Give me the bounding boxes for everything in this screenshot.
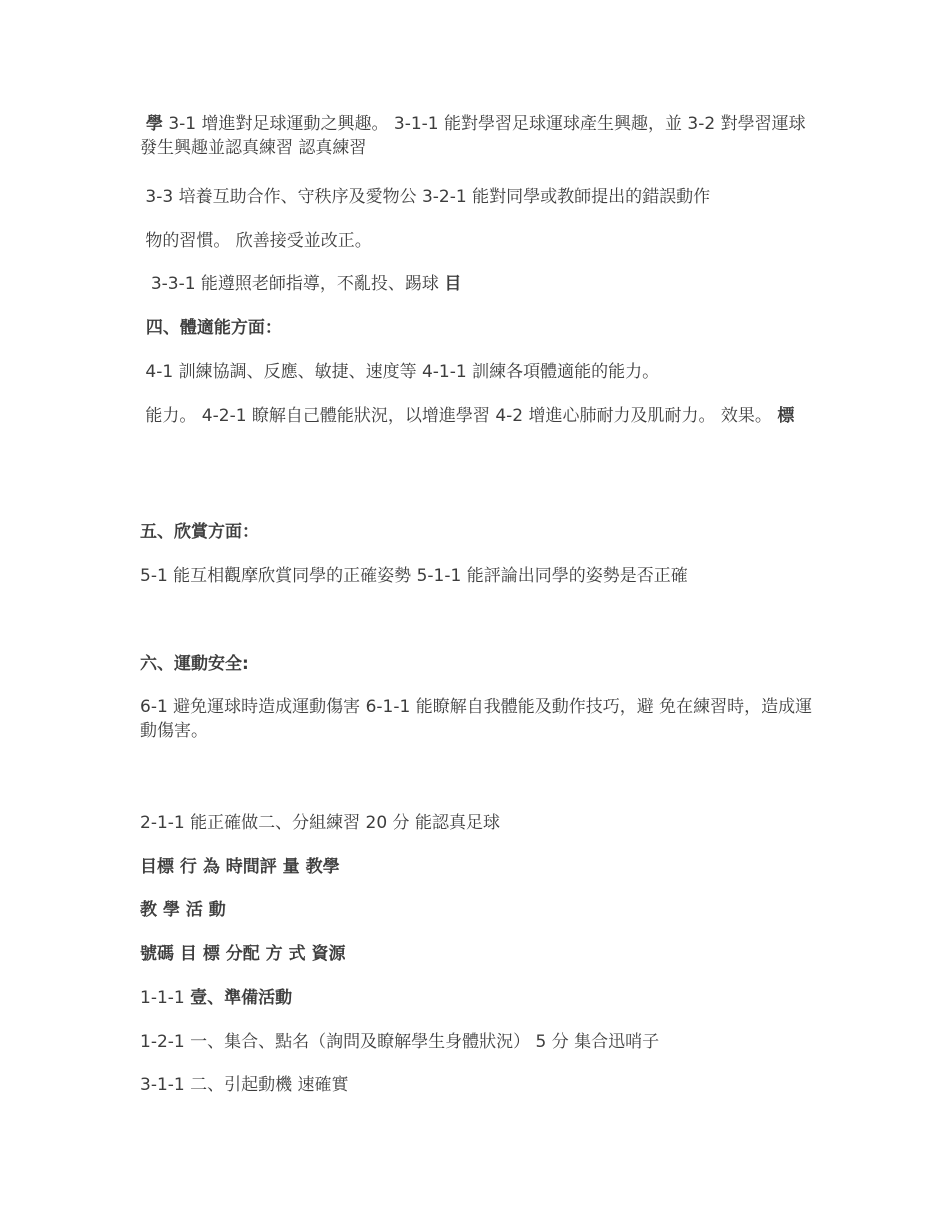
paragraph-4-2-text: 能力。 4-2-1 瞭解自己體能狀況，以增進學習 4-2 增進心肺耐力及肌耐力。 效果。	[140, 406, 778, 426]
paragraph-4-2	[140, 404, 820, 428]
paragraph-2-1-1: 2-1-1 能正確做二、分組練習 20 分 能認真足球	[140, 813, 500, 833]
table-row-code: 1-1-1	[140, 988, 191, 1008]
heading-safety: 六、運動安全:	[140, 654, 249, 674]
table-header-row-2: 教 學 活 動	[140, 900, 226, 920]
paragraph-3-3-cont: 物的習慣。 欣善接受並改正。	[140, 231, 372, 251]
heading-fitness: 四、體適能方面：	[140, 318, 282, 338]
heading-appreciation: 五、欣賞方面：	[140, 522, 259, 542]
table-header-row-3: 號碼 目 標 分配 方 式 資源	[140, 944, 346, 964]
paragraph-3-1-text: 3-1 增進對足球運動之興趣。 3-1-1 能對學習足球運球產生興趣，並 3-2 對學習運球發生興趣並認真練習 認真練習	[140, 114, 806, 158]
paragraph-3-1-lead: 學	[140, 114, 163, 134]
table-header-row-1: 目標 行 為 時間評 量 教學	[140, 857, 340, 877]
paragraph-4-2-tail: 標	[777, 406, 795, 426]
paragraph-5-1: 5-1 能互相觀摩欣賞同學的正確姿勢 5-1-1 能評論出同學的姿勢是否正確	[140, 566, 688, 586]
table-row	[140, 986, 820, 1010]
paragraph-3-3: 3-3 培養互助合作、守秩序及愛物公 3-2-1 能對同學或教師提出的錯誤動作	[140, 187, 711, 207]
paragraph-3-3-1	[140, 272, 820, 296]
paragraph-3-3-1-tail: 目	[444, 274, 462, 294]
paragraph-3-3-1-text: 3-3-1 能遵照老師指導，不亂投、踢球	[140, 274, 445, 294]
paragraph-6-1: 6-1 避免運球時造成運動傷害 6-1-1 能瞭解自我體能及動作技巧，避 免在練習時，造成運動傷害。	[140, 697, 813, 741]
paragraph-4-1: 4-1 訓練協調、反應、敏捷、速度等 4-1-1 訓練各項體適能的能力。	[140, 362, 660, 382]
table-row: 1-2-1 一、集合、點名（詢問及瞭解學生身體狀況） 5 分 集合迅哨子	[140, 1032, 660, 1052]
paragraph-3-1	[140, 112, 820, 160]
table-row-activity: 壹、準備活動	[190, 988, 293, 1008]
table-row: 3-1-1 二、引起動機 速確實	[140, 1075, 349, 1095]
